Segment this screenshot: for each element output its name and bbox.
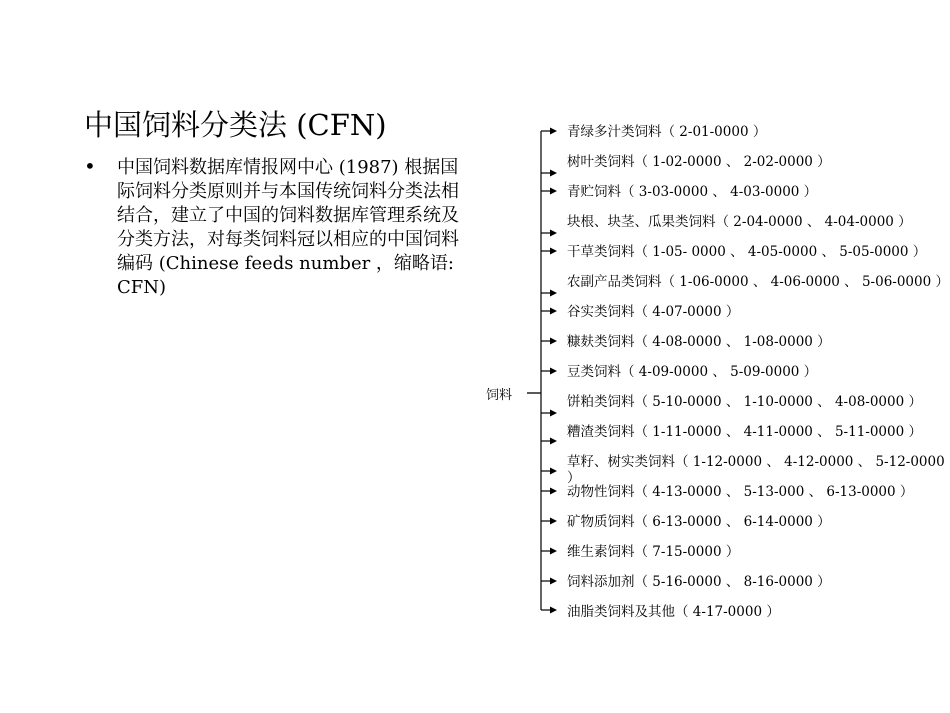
- tree-item: 动物性饲料（ 4-13-0000 、 5-13-000 、 6-13-0000 ）: [567, 484, 914, 500]
- arrow-head-icon: [550, 578, 557, 585]
- tree-item: 糠麸类饲料（ 4-08-0000 、 1-08-0000 ）: [567, 334, 831, 350]
- arrow-head-icon: [550, 468, 557, 475]
- arrow-head-icon: [550, 548, 557, 555]
- tree-item: 饲料添加剂（ 5-16-0000 、 8-16-0000 ）: [567, 574, 831, 590]
- arrow-head-icon: [550, 308, 557, 315]
- arrow-head-icon: [550, 410, 557, 417]
- tree-item: 谷实类饲料（ 4-07-0000 ）: [567, 304, 740, 320]
- tree-item: 饼粕类饲料（ 5-10-0000 、 1-10-0000 、 4-08-0000 ）: [567, 394, 922, 410]
- bullet-text: 中国饲料数据库情报网中心 (1987) 根据国际饲料分类原则并与本国传统饲料分类法相结合，建立了中国的饲料数据库管理系统及分类方法，对每类饲料冠以相应的中国饲料编码 (Chinese feeds number ，缩略语: CFN): [117, 157, 459, 298]
- arrow-head-icon: [550, 248, 557, 255]
- tree-item: 草籽、树实类饲料（ 1-12-0000 、 4-12-0000 、 5-12-0000 ）: [567, 454, 945, 486]
- arrow-head-icon: [550, 488, 557, 495]
- slide-title: 中国饲料分类法 (CFN): [84, 108, 387, 142]
- arrow-head-icon: [550, 338, 557, 345]
- arrow-head-icon: [550, 438, 557, 445]
- tree-item: 油脂类饲料及其他（ 4-17-0000 ）: [567, 604, 780, 620]
- arrow-head-icon: [550, 518, 557, 525]
- tree-item: 青绿多汁类饲料（ 2-01-0000 ）: [567, 124, 767, 140]
- arrow-head-icon: [550, 128, 557, 135]
- arrow-head-icon: [550, 607, 557, 614]
- tree-item: 青贮饲料（ 3-03-0000 、 4-03-0000 ）: [567, 184, 818, 200]
- arrow-head-icon: [550, 290, 557, 297]
- tree-item: 干草类饲料（ 1-05- 0000 、 4-05-0000 、 5-05-0000 ）: [567, 244, 927, 260]
- arrow-head-icon: [550, 170, 557, 177]
- tree-item: 农副产品类饲料（ 1-06-0000 、 4-06-0000 、 5-06-0000 ）: [567, 274, 949, 290]
- tree-item: 块根、块茎、瓜果类饲料（ 2-04-0000 、 4-04-0000 ）: [567, 214, 912, 230]
- tree-item: 豆类饲料（ 4-09-0000 、 5-09-0000 ）: [567, 364, 818, 380]
- tree-item: 糟渣类饲料（ 1-11-0000 、 4-11-0000 、 5-11-0000 ）: [567, 424, 922, 440]
- arrow-head-icon: [550, 230, 557, 237]
- tree-root-label: 饲料: [486, 388, 513, 403]
- bullet-marker: •: [84, 154, 96, 178]
- tree-item: 矿物质饲料（ 6-13-0000 、 6-14-0000 ）: [567, 514, 831, 530]
- tree-item: 树叶类饲料（ 1-02-0000 、 2-02-0000 ）: [567, 154, 831, 170]
- arrow-head-icon: [550, 368, 557, 375]
- tree-item: 维生素饲料（ 7-15-0000 ）: [567, 544, 740, 560]
- arrow-head-icon: [550, 188, 557, 195]
